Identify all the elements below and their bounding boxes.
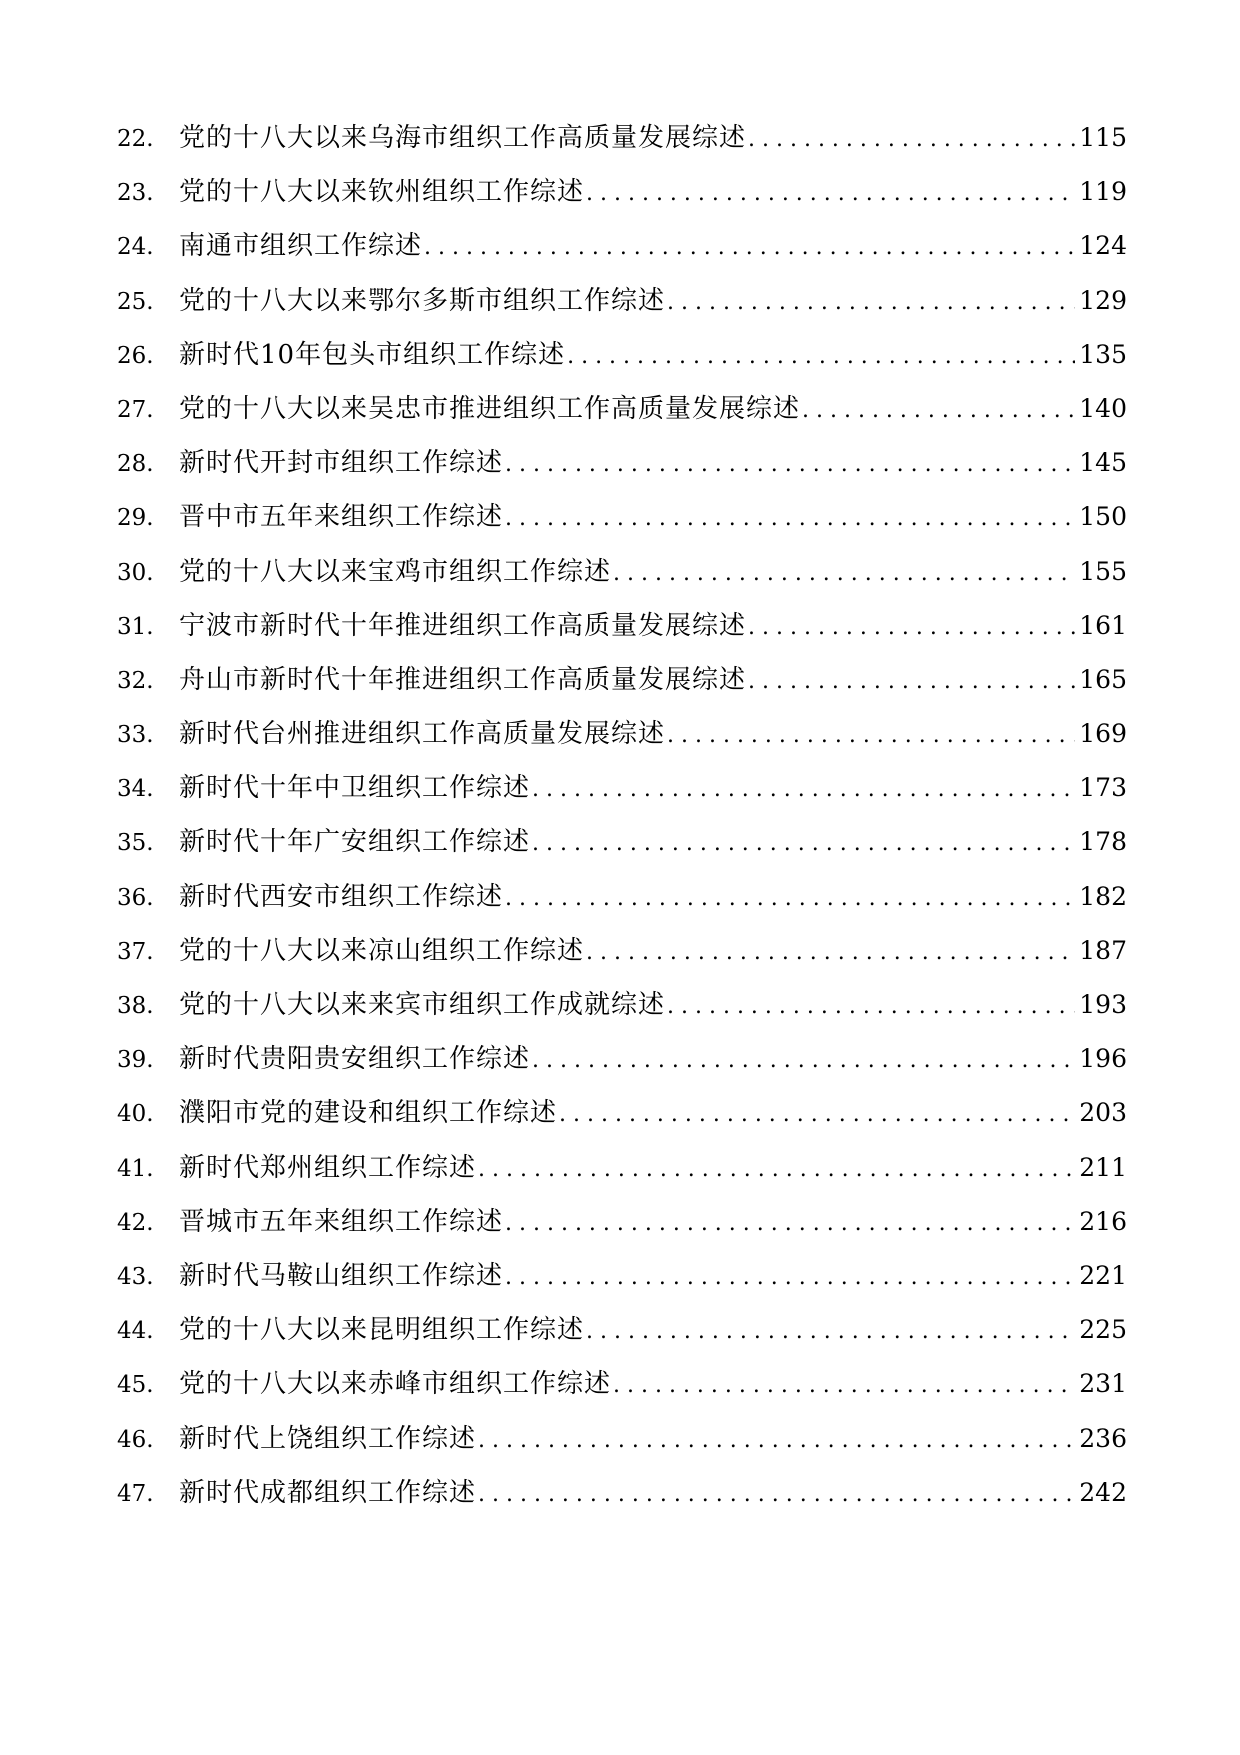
toc-entry-number: 23.: [117, 180, 154, 207]
toc-entry-title: 新时代开封市组织工作综述: [179, 448, 504, 479]
toc-entry-number: 40.: [117, 1101, 154, 1128]
toc-entry-number: 41.: [117, 1155, 154, 1182]
toc-entry[interactable]: [117, 286, 1127, 340]
toc-entry-title: 新时代十年广安组织工作综述: [179, 827, 531, 858]
toc-entry[interactable]: [117, 1315, 1127, 1369]
toc-dot-leader: [748, 125, 1075, 155]
toc-dot-leader: [505, 1263, 1075, 1293]
toc-entry[interactable]: [117, 1044, 1127, 1098]
toc-entry-page: 182: [1079, 881, 1127, 911]
toc-entry-page: 145: [1079, 448, 1127, 478]
toc-entry[interactable]: [117, 231, 1127, 285]
toc-entry[interactable]: [117, 882, 1127, 936]
toc-entry[interactable]: [117, 448, 1127, 502]
toc-entry-number: 30.: [117, 559, 154, 586]
toc-dot-leader: [586, 179, 1075, 209]
toc-dot-leader: [559, 1100, 1075, 1130]
toc-dot-leader: [532, 775, 1075, 805]
toc-entry-page: 203: [1079, 1098, 1127, 1128]
toc-entry-number: 29.: [117, 505, 154, 532]
toc-dot-leader: [667, 288, 1075, 318]
toc-entry-number: 44.: [117, 1318, 154, 1345]
toc-entry-title: 党的十八大以来来宾市组织工作成就综述: [179, 990, 666, 1020]
toc-entry-title: 新时代西安市组织工作综述: [179, 881, 504, 912]
toc-entry-page: 155: [1079, 556, 1127, 586]
toc-entry-number: 37.: [117, 938, 154, 965]
toc-entry-page: 187: [1079, 935, 1127, 965]
toc-dot-leader: [667, 992, 1075, 1022]
toc-entry-title: 党的十八大以来凉山组织工作综述: [179, 935, 585, 966]
toc-dot-leader: [748, 667, 1075, 697]
toc-dot-leader: [532, 829, 1075, 859]
toc-entry-number: 33.: [117, 722, 154, 749]
toc-entry-number: 43.: [117, 1263, 154, 1290]
toc-entry-title: 新时代郑州组织工作综述: [179, 1152, 477, 1183]
toc-entry-title: 新时代成都组织工作综述: [179, 1477, 477, 1508]
toc-dot-leader: [802, 396, 1075, 426]
toc-entry-title: 晋城市五年来组织工作综述: [179, 1206, 504, 1237]
toc-entry[interactable]: [117, 1207, 1127, 1261]
toc-entry[interactable]: [117, 557, 1127, 611]
toc-entry[interactable]: [117, 1424, 1127, 1478]
toc-entry-title: 党的十八大以来宝鸡市组织工作综述: [179, 556, 612, 587]
toc-entry-title: 晋中市五年来组织工作综述: [179, 502, 504, 533]
toc-dot-leader: [505, 884, 1075, 914]
toc-entry-number: 45.: [117, 1372, 154, 1399]
toc-entry[interactable]: [117, 665, 1127, 719]
toc-entry-page: 115: [1079, 123, 1127, 152]
toc-entry-page: 150: [1079, 502, 1127, 532]
toc-entry-page: 196: [1079, 1044, 1127, 1074]
toc-entry-title: 南通市组织工作综述: [179, 231, 423, 262]
toc-entry[interactable]: [117, 340, 1127, 394]
toc-entry[interactable]: [117, 1478, 1127, 1532]
toc-entry-title: 濮阳市党的建设和组织工作综述: [179, 1098, 558, 1129]
toc-entry-number: 36.: [117, 884, 154, 911]
toc-entry-page: 211: [1079, 1152, 1127, 1182]
toc-entry-page: 169: [1079, 719, 1127, 749]
toc-dot-leader: [586, 1317, 1075, 1347]
toc-dot-leader: [532, 1046, 1075, 1076]
toc-entry-page: 119: [1079, 177, 1127, 207]
toc-entry[interactable]: [117, 990, 1127, 1044]
toc-entry-number: 46.: [117, 1426, 154, 1453]
toc-entry-number: 31.: [117, 613, 154, 640]
toc-dot-leader: [478, 1155, 1075, 1185]
toc-entry-page: 173: [1079, 773, 1127, 803]
toc-entry[interactable]: [117, 502, 1127, 556]
toc-entry-page: 225: [1079, 1315, 1127, 1345]
toc-dot-leader: [586, 938, 1075, 968]
toc-entry[interactable]: [117, 1098, 1127, 1152]
toc-dot-leader: [505, 450, 1075, 480]
toc-entry-title: 新时代台州推进组织工作高质量发展综述: [179, 719, 666, 750]
toc-entry-page: 193: [1079, 990, 1127, 1019]
toc-entry[interactable]: [117, 1153, 1127, 1207]
toc-entry-number: 39.: [117, 1047, 154, 1074]
toc-dot-leader: [478, 1480, 1075, 1510]
toc-entry-page: 236: [1079, 1423, 1127, 1453]
toc-dot-leader: [613, 1371, 1075, 1401]
toc-entry[interactable]: [117, 719, 1127, 773]
toc-entry-number: 47.: [117, 1480, 154, 1507]
toc-entry[interactable]: [117, 1261, 1127, 1315]
toc-entry-number: 34.: [117, 776, 154, 803]
toc-entry-number: 26.: [117, 342, 154, 369]
toc-entry-title: 新时代马鞍山组织工作综述: [179, 1260, 504, 1291]
toc-dot-leader: [567, 342, 1075, 372]
toc-entry-page: 129: [1079, 285, 1127, 315]
toc-entry-page: 165: [1079, 664, 1127, 694]
toc-entry-page: 216: [1079, 1206, 1127, 1236]
toc-dot-leader: [478, 1426, 1075, 1456]
toc-entry[interactable]: [117, 394, 1127, 448]
toc-entry-title: 新时代上饶组织工作综述: [179, 1423, 477, 1454]
toc-dot-leader: [748, 613, 1075, 643]
toc-entry-title: 党的十八大以来钦州组织工作综述: [179, 177, 585, 208]
toc-entry-page: 242: [1079, 1477, 1127, 1507]
toc-dot-leader: [505, 504, 1075, 534]
toc-entry-number: 28.: [117, 451, 154, 478]
toc-entry[interactable]: [117, 936, 1127, 990]
toc-entry-number: 42.: [117, 1209, 154, 1236]
toc-entry-title: 党的十八大以来昆明组织工作综述: [179, 1315, 585, 1346]
table-of-contents: [117, 123, 1127, 1532]
toc-entry-title: 舟山市新时代十年推进组织工作高质量发展综述: [179, 664, 747, 695]
toc-entry-title: 宁波市新时代十年推进组织工作高质量发展综述: [179, 610, 747, 641]
toc-entry-page: 124: [1079, 231, 1127, 261]
toc-entry-title: 新时代十年中卫组织工作综述: [179, 773, 531, 804]
toc-entry-title: 新时代贵阳贵安组织工作综述: [179, 1044, 531, 1075]
toc-entry[interactable]: [117, 177, 1127, 231]
toc-entry-title: 党的十八大以来吴忠市推进组织工作高质量发展综述: [179, 393, 801, 424]
toc-dot-leader: [424, 233, 1075, 263]
toc-dot-leader: [505, 1209, 1075, 1239]
toc-entry-number: 35.: [117, 830, 154, 857]
toc-entry-number: 24.: [117, 234, 154, 261]
toc-entry-number: 32.: [117, 667, 154, 694]
toc-entry-page: 140: [1079, 393, 1127, 423]
toc-entry-page: 135: [1079, 339, 1127, 369]
toc-entry[interactable]: [117, 611, 1127, 665]
toc-entry-page: 231: [1079, 1369, 1127, 1399]
toc-entry[interactable]: [117, 773, 1127, 827]
toc-entry-title: 新时代10年包头市组织工作综述: [179, 339, 566, 370]
toc-entry-page: 221: [1079, 1260, 1127, 1290]
toc-dot-leader: [667, 721, 1075, 751]
toc-entry[interactable]: [117, 1369, 1127, 1423]
toc-entry[interactable]: [117, 827, 1127, 881]
toc-entry-number: 38.: [117, 993, 154, 1019]
toc-entry-number: 27.: [117, 396, 154, 423]
toc-entry-page: 161: [1079, 610, 1127, 640]
toc-dot-leader: [613, 559, 1075, 589]
toc-entry-number: 25.: [117, 288, 154, 315]
toc-entry-number: 22.: [117, 126, 154, 152]
toc-entry-page: 178: [1079, 827, 1127, 857]
toc-entry-title: 党的十八大以来鄂尔多斯市组织工作综述: [179, 285, 666, 316]
toc-entry[interactable]: [117, 123, 1127, 177]
toc-entry-title: 党的十八大以来赤峰市组织工作综述: [179, 1369, 612, 1400]
toc-entry-title: 党的十八大以来乌海市组织工作高质量发展综述: [179, 123, 747, 153]
